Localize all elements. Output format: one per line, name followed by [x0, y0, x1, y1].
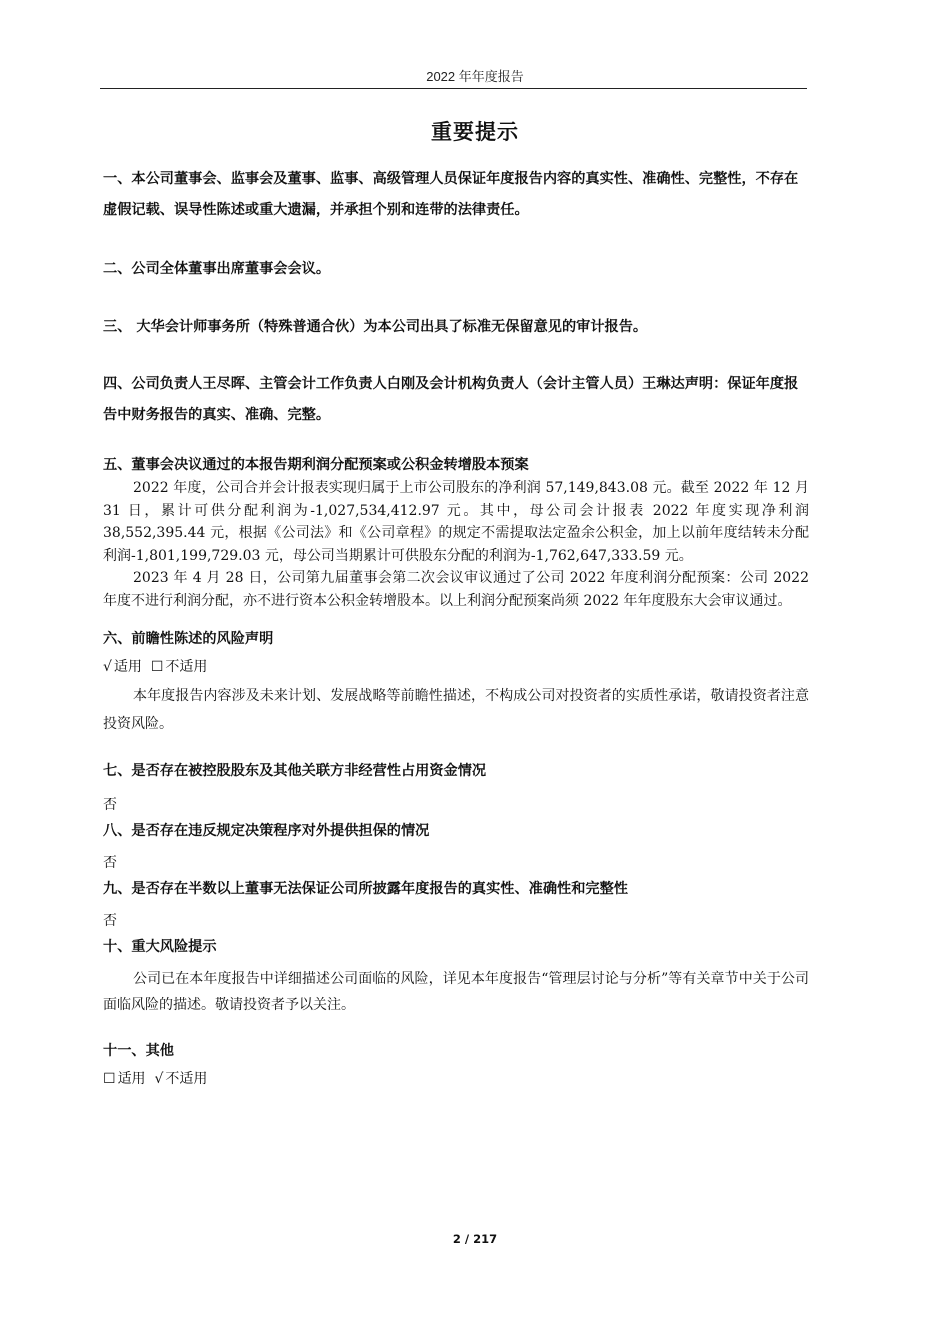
section-5-heading: 五、董事会决议通过的本报告期利润分配预案或公积金转增股本预案 [103, 457, 529, 473]
section-2: 二、公司全体董事出席董事会会议。 [103, 261, 331, 277]
section-8-heading: 八、是否存在违反规定决策程序对外提供担保的情况 [103, 823, 430, 839]
section-9-heading: 九、是否存在半数以上董事无法保证公司所披露年度报告的真实性、准确性和完整性 [103, 881, 628, 897]
header-divider [100, 88, 807, 89]
section-9-answer: 否 [103, 913, 117, 929]
check-mark-icon: √ [154, 1071, 164, 1087]
section-5-paragraph-2: 2023 年 4 月 28 日，公司第九届董事会第二次会议审议通过了公司 2022 年度利润分配预案：公司 2022 年度不进行利润分配，亦不进行资本公积金转增股本。以上利润分配预案尚须 2022 年年度股东大会审议通过。 [103, 570, 809, 609]
page-title: 重要提示 [431, 120, 519, 144]
option-applicable-label: 适用 [117, 1071, 146, 1087]
document-body [103, 164, 809, 1090]
section-3: 三、 大华会计师事务所（特殊普通合伙）为本公司出具了标准无保留意见的审计报告。 [103, 319, 648, 335]
empty-checkbox-icon: ☐ [103, 1071, 116, 1087]
option-not-applicable-label: 不适用 [165, 1071, 208, 1087]
section-7-answer: 否 [103, 797, 117, 813]
empty-checkbox-icon: ☐ [150, 659, 164, 675]
running-header: 2022 年年度报告 [426, 69, 524, 84]
option-applicable-label: 适用 [113, 659, 142, 675]
section-8-answer: 否 [103, 855, 117, 871]
section-4: 四、公司负责人王尽晖、主管会计工作负责人白刚及会计机构负责人（会计主管人员）王琳达声明：保证年度报告中财务报告的真实、准确、完整。 [103, 376, 799, 423]
section-1: 一、本公司董事会、监事会及董事、监事、高级管理人员保证年度报告内容的真实性、准确性、完整性，不存在虚假记载、误导性陈述或重大遗漏，并承担个别和连带的法律责任。 [103, 171, 799, 218]
section-10-heading: 十、重大风险提示 [103, 939, 217, 955]
section-6-options [103, 656, 809, 678]
section-11-heading: 十一、其他 [103, 1043, 174, 1059]
section-6-paragraph-1: 本年度报告内容涉及未来计划、发展战略等前瞻性描述，不构成公司对投资者的实质性承诺，敬请投资者注意投资风险。 [103, 688, 809, 732]
option-not-applicable-label: 不适用 [165, 659, 208, 675]
page-number: 2 / 217 [452, 1232, 498, 1246]
section-5-paragraph-1: 2022 年度，公司合并会计报表实现归属于上市公司股东的净利润 57,149,843.08 元。截至 2022 年 12 月 31 日，累计可供分配利润为-1,027,534,412.97 元。其中，母公司会计报表 2022 年度实现净利润 38,552,395.44 元，根据《公司法》和《公司章程》的规定不需提取法定盈余公积金，加上以前年度结转未分配利润-1,801,199,729.03 元，母公司当期累计可供股东分配的利润为-1,762,647,333.59 元。 [103, 480, 809, 564]
section-11-options [103, 1068, 809, 1090]
section-7-heading: 七、是否存在被控股股东及其他关联方非经营性占用资金情况 [103, 763, 487, 779]
section-6-heading: 六、前瞻性陈述的风险声明 [103, 631, 274, 647]
check-mark-icon: √ [103, 659, 112, 675]
section-10-paragraph-1: 公司已在本年度报告中详细描述公司面临的风险，详见本年度报告“管理层讨论与分析”等有关章节中关于公司面临风险的描述。敬请投资者予以关注。 [103, 971, 809, 1013]
